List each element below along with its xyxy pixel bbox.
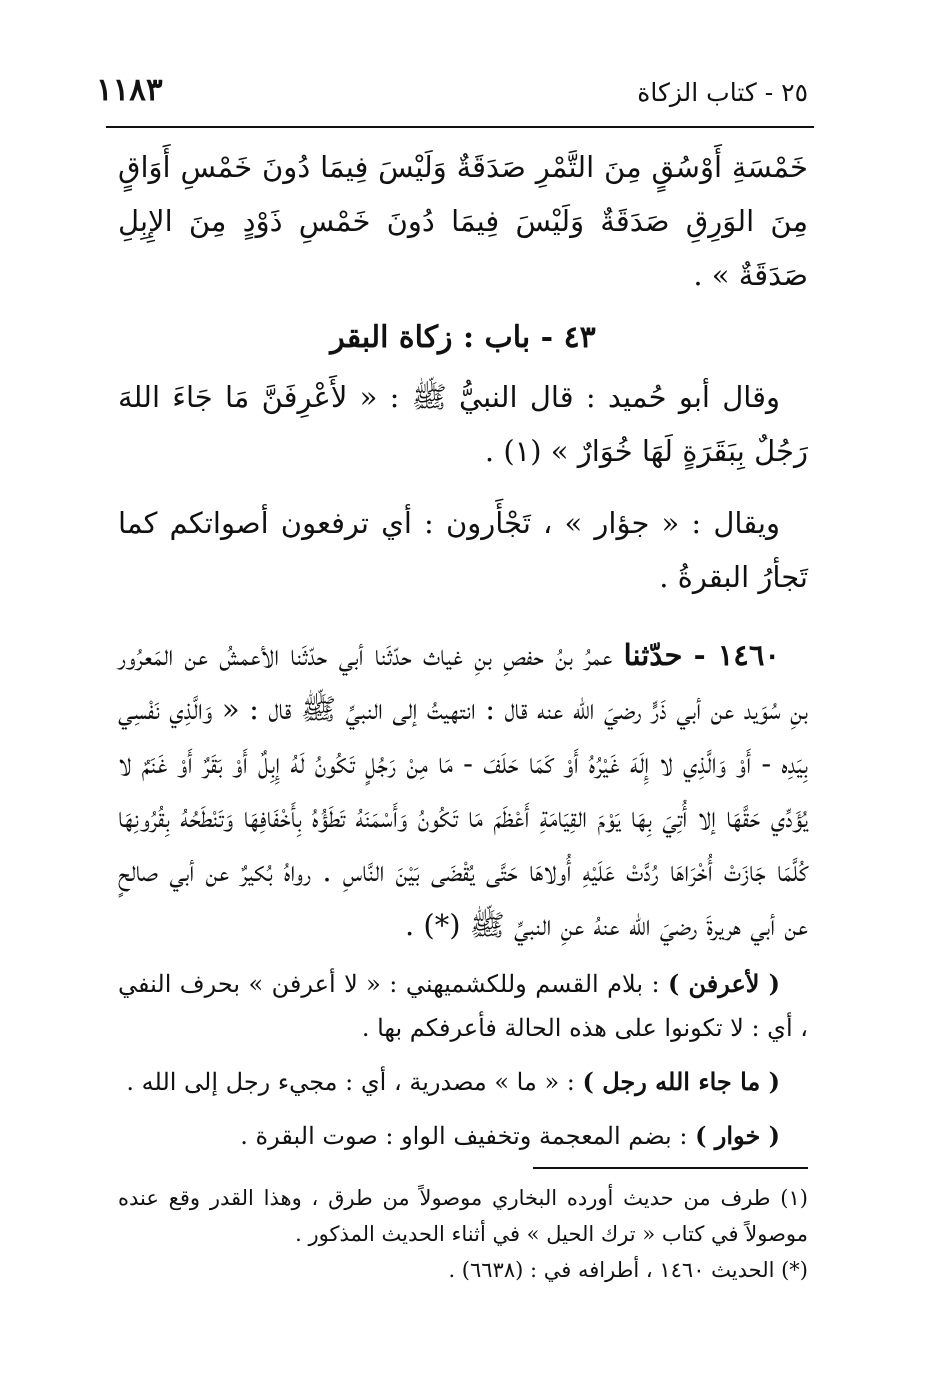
gloss-item: [118, 1060, 808, 1104]
page-body: [118, 140, 808, 1158]
continuation-text: خَمْسَةِ أَوْسُقٍ مِنَ التَّمْرِ صَدَقَةٌ وَلَيْسَ فِيمَا دُونَ خَمْسِ أَوَاقٍ مِنَ الوَرِقِ صَدَقَةٌ وَلَيْسَ فِيمَا دُونَ خَمْسِ ذَوْدٍ مِنَ الإِبِلِ صَدَقَةٌ » .: [118, 150, 808, 292]
chapter-title: ٤٣ - باب : زكاة البقر: [330, 320, 596, 355]
paragraph-juar: ويقال : « جؤار » ، تَجْأَرون : أي ترفعون أصواتكم كما تَجأرُ البقرةُ .: [118, 506, 808, 594]
hadith-text: عمرُ بنُ حفصِ بنِ غياث حدّثَنا أبي حدّثَنا الأعمشُ عن المَعرُور بنِ سُوَيد عن أبي ذَرٍّ رضيَ الله عنه قال : انتهيتُ إلى النبيِّ ﷺ قال : « وَالَّذِي نَفْسِي بِيَدِه - أَوْ وَالَّذِي لا إِلَهَ غَيْرُهُ أَوْ كَمَا حَلَفَ - مَا مِنْ رَجُلٍ تَكُونُ لَهُ إِبِلٌ أَوْ بَقَرٌ أَوْ غَنَمٌ لا يُؤَدِّي حَقَّهَا إلا أُتِيَ بِهَا يَوْمَ القِيَامَةِ أَعْظَمَ مَا تَكُونُ وَأَسْمَنَهُ تَطَؤُهُ بِأَخْفَافِهَا وَتَنْطَحُهُ بِقُرُونِهَا كُلَّمَا جَازَتْ أُخْرَاهَا رُدَّتْ عَلَيْهِ أُولاهَا حَتَّى يُقْضَى بَيْنَ النَّاسِ . رواهُ بُكيرٌ عن أبي صالحٍ عن أبي هريرةَ رضيَ الله عنهُ عنِ النبيِّ ﷺ (*) .: [118, 638, 808, 942]
hadith-number: ١٤٦٠ -: [693, 638, 780, 672]
gloss-item: [118, 1114, 808, 1158]
footnotes: [118, 1180, 808, 1288]
gloss-text: : بلام القسم وللكشميهني : « لا أعرفن » بحرف النفي ، أي : لا تكونوا على هذه الحالة فأعرفكم بها .: [118, 970, 808, 1042]
gloss-term: ( لأعرفن ): [667, 969, 780, 998]
footnote-star: (*) الحديث ١٤٦٠ ، أطرافه في : (٦٦٣٨) .: [448, 1258, 808, 1282]
page-number: ١١٨٣: [96, 72, 163, 108]
gloss-term: ( ما جاء الله رجل ): [582, 1067, 780, 1096]
running-title: ٢٥ - كتاب الزكاة: [637, 78, 808, 107]
paragraph-abu-humaid: وقال أبو حُميد : قال النبيُّ ﷺ : « لأَعْرِفَنَّ مَا جَاءَ اللهَ رَجُلٌ بِبَقَرَةٍ لَهَا خُوَارٌ » (١) .: [118, 380, 808, 468]
footnote-1: (١) طرف من حديث أورده البخاري موصولاً من طرق ، وهذا القدر وقع عنده موصولاً في كتاب « ترك الحيل » في أثناء الحديث المذكور .: [118, 1186, 808, 1246]
page-header: [96, 70, 808, 118]
footnote-rule: [533, 1167, 808, 1169]
gloss-item: [118, 962, 808, 1050]
hadith-1460: [118, 628, 808, 952]
book-page: [96, 70, 808, 1320]
gloss-text: : بضم المعجمة وتخفيف الواو : صوت البقرة .: [240, 1122, 696, 1150]
header-rule: [106, 126, 814, 128]
hadith-lead: حدّثنا: [623, 638, 683, 672]
gloss-term: ( خوار ): [695, 1121, 780, 1150]
gloss-text: : « ما » مصدرية ، أي : مجيء رجل إلى الله .: [126, 1068, 583, 1096]
